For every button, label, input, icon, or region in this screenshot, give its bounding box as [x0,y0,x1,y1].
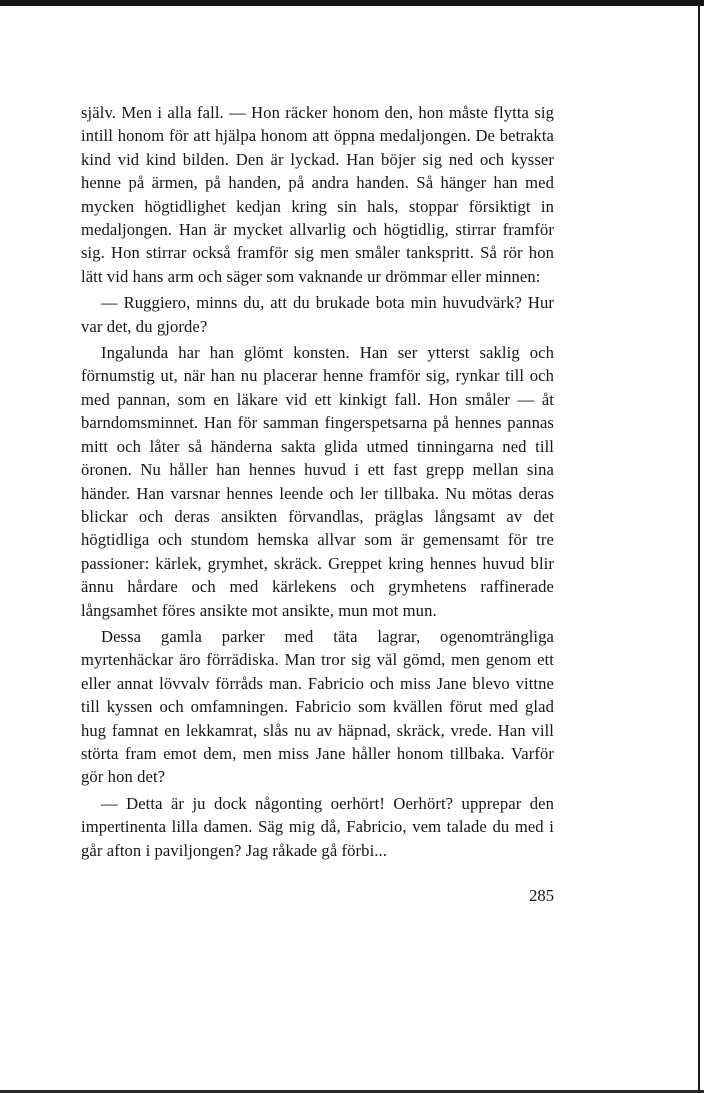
paragraph-3: Ingalunda har han glömt konsten. Han ser ytterst saklig och förnumstig ut, när han nu placerar henne framför sig, rynkar till och med pannan, som en läkare vid ett kinkigt fall. Hon småler — åt barndomsminnet. Han för samman fingerspetsarna på hennes pannas mitt och låter så händerna sakta glida utmed tinningarna ned till öronen. Nu håller han hennes huvud i ett fast grepp mellan sina händer. Han varsnar hennes leende och ler tillbaka. Nu mötas deras blickar och deras ansikten förvandlas, präglas långsamt av det högtidliga och stundom hemska allvar som är gemensamt för tre passioner: kärlek, grymhet, skräck. Greppet kring hennes huvud blir ännu hårdare och med kärlekens och grymhetens raffinerade långsamhet föres ansikte mot ansikte, mun mot mun. [81,343,554,620]
paragraph-4: Dessa gamla parker med täta lagrar, ogenomträngliga myrtenhäckar äro förrädiska. Man tror sig väl gömd, men genom ett eller annat lövvalv förråds man. Fabricio och miss Jane blevo vittne till kyssen och omfamningen. Fabricio som kvällen förut med glad hug famnat en lekkamrat, slås nu av häpnad, skräck, vrede. Han vill störta fram emot dem, men miss Jane håller honom tillbaka. Varför gör hon det? [81,626,554,787]
paragraph-2: — Ruggiero, minns du, att du brukade bota min huvudvärk? Hur var det, du gjorde? [81,293,554,336]
body-text [81,101,554,865]
paragraph-1: själv. Men i alla fall. — Hon räcker honom den, hon måste flytta sig intill honom för att hjälpa honom att öppna medaljongen. De betrakta kind vid kind bilden. Den är lyckad. Han böjer sig ned och kysser henne på ärmen, på handen, på andra handen. Så hänger han med mycken högtidlighet kedjan kring sin hals, stoppar försiktigt in medaljongen. Han är mycket allvarlig och högtidlig, stirrar framför sig. Hon stirrar också framför sig men småler tankspritt. Så rör hon lätt vid hans arm och säger som vaknande ur drömmar eller minnen: [81,103,554,286]
page-number: 285 [529,886,554,905]
scan-top-border [0,0,704,6]
paragraph-5: — Detta är ju dock någonting oerhört! Oerhört? upprepar den impertinenta lilla damen. Säg mig då, Fabricio, vem talade du med i går afton i paviljongen? Jag råkade gå förbi... [81,793,554,860]
scan-right-border [698,0,700,1093]
